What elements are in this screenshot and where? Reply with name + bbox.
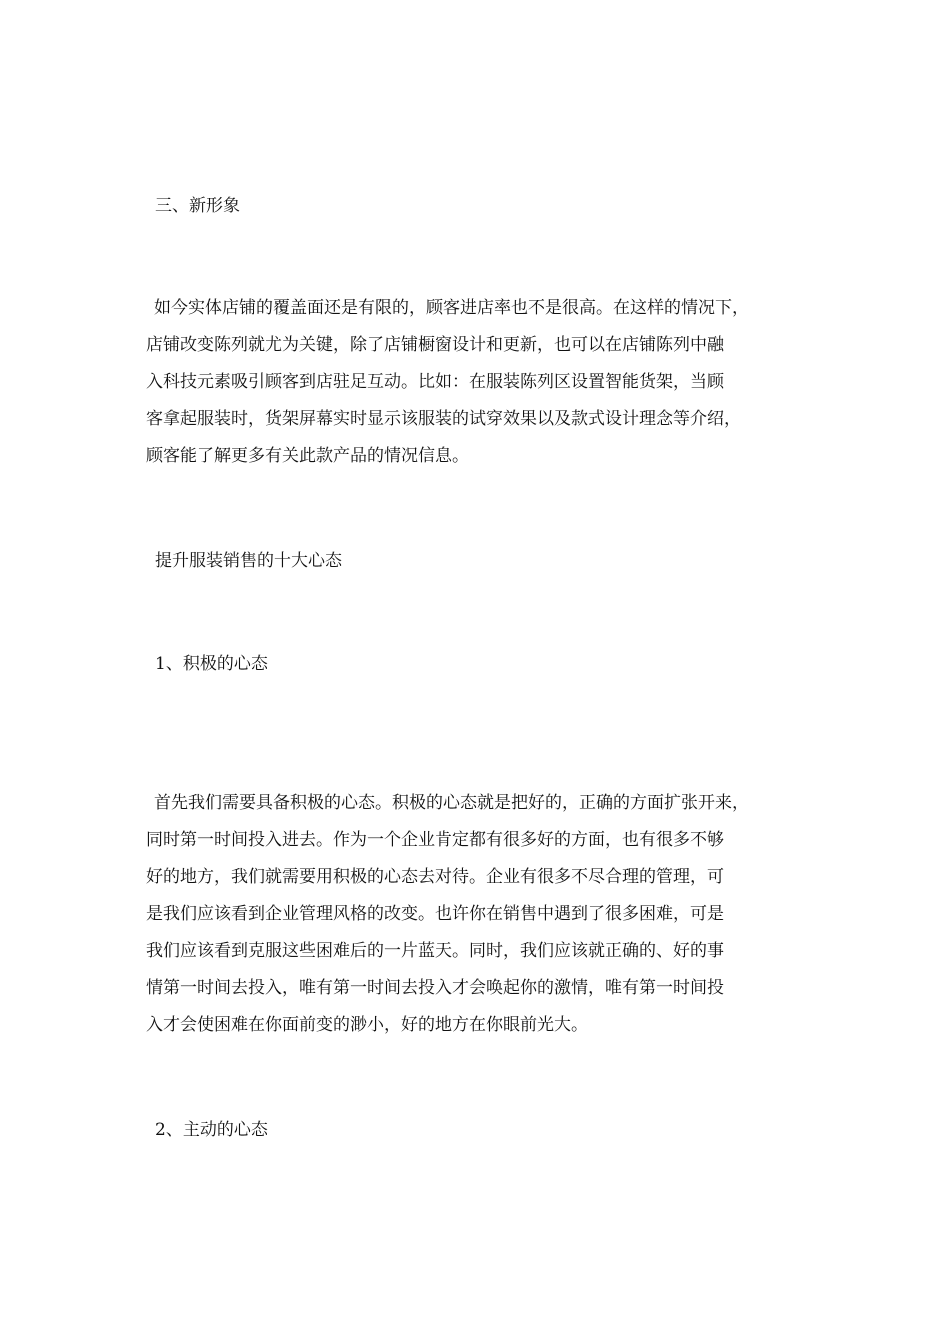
- section-heading-proactive-mindset: 2、主动的心态: [155, 1120, 268, 1140]
- paragraph-line: 如今实体店铺的覆盖面还是有限的，顾客进店率也不是很高。在这样的情况下，: [154, 298, 749, 318]
- paragraph-line: 是我们应该看到企业管理风格的改变。也许你在销售中遇到了很多困难，可是: [146, 904, 724, 924]
- paragraph-line: 我们应该看到克服这些困难后的一片蓝天。同时，我们应该就正确的、好的事: [146, 941, 724, 961]
- paragraph-line: 店铺改变陈列就尤为关键，除了店铺橱窗设计和更新，也可以在店铺陈列中融: [146, 335, 724, 355]
- paragraph-line: 客拿起服装时，货架屏幕实时显示该服装的试穿效果以及款式设计理念等介绍，: [146, 409, 741, 429]
- paragraph-line: 同时第一时间投入进去。作为一个企业肯定都有很多好的方面，也有很多不够: [146, 830, 724, 850]
- paragraph-line: 好的地方，我们就需要用积极的心态去对待。企业有很多不尽合理的管理，可: [146, 867, 724, 887]
- paragraph-line: 首先我们需要具备积极的心态。积极的心态就是把好的，正确的方面扩张开来，: [154, 793, 749, 813]
- section-heading-new-image: 三、新形象: [155, 196, 240, 216]
- paragraph-line: 情第一时间去投入，唯有第一时间去投入才会唤起你的激情，唯有第一时间投: [146, 978, 724, 998]
- paragraph-line: 顾客能了解更多有关此款产品的情况信息。: [146, 446, 469, 466]
- section-heading-positive-mindset: 1、积极的心态: [155, 654, 268, 674]
- paragraph-line: 入科技元素吸引顾客到店驻足互动。比如：在服装陈列区设置智能货架，当顾: [146, 372, 724, 392]
- section-title-ten-mindsets: 提升服装销售的十大心态: [155, 551, 342, 571]
- paragraph-line: 入才会使困难在你面前变的渺小，好的地方在你眼前光大。: [146, 1015, 588, 1035]
